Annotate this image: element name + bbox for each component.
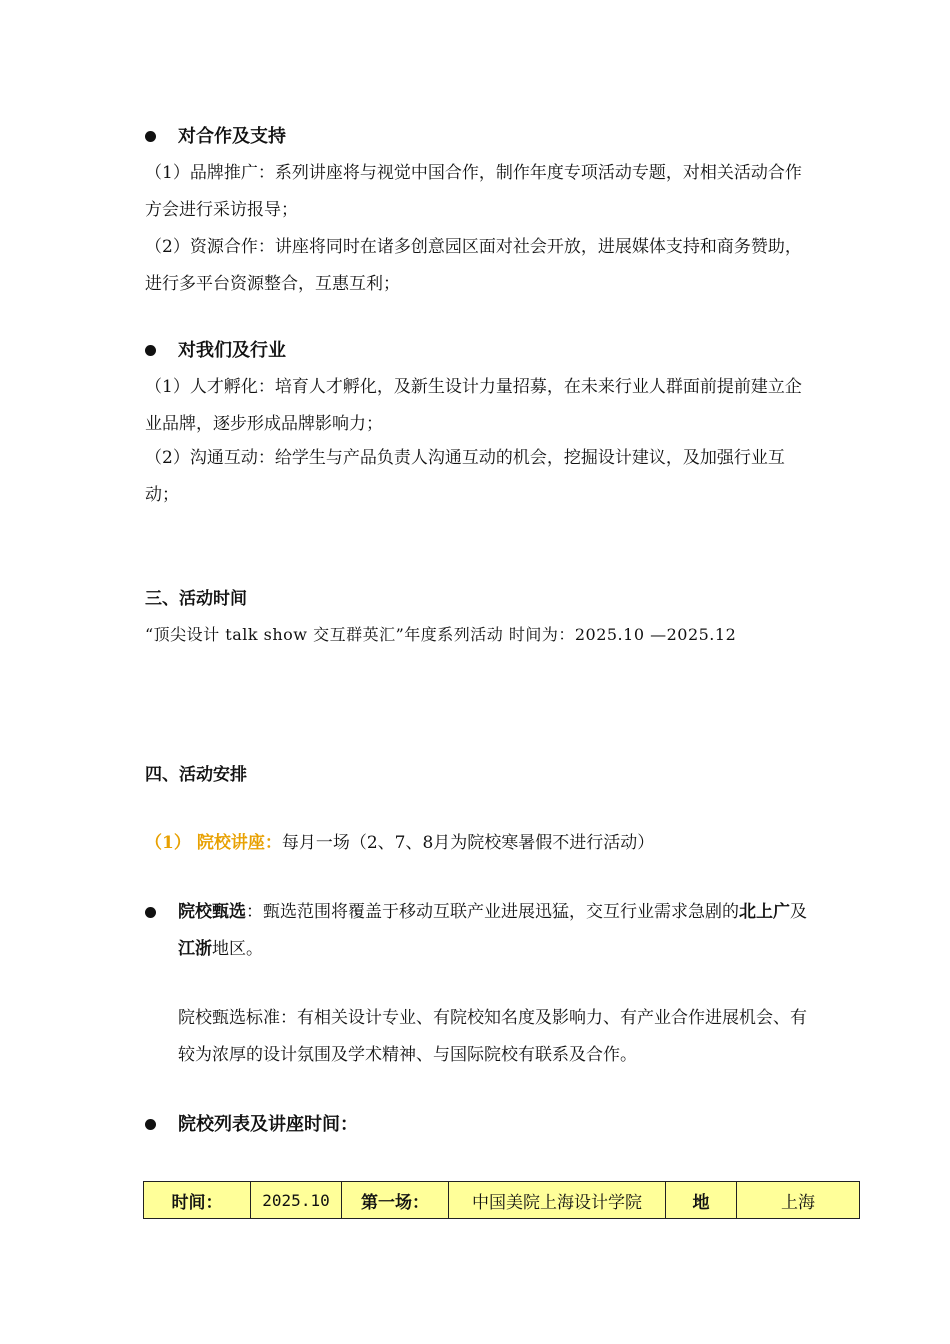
coop-bullet-heading: [145, 124, 286, 150]
select-para: [178, 894, 808, 968]
bullet-icon: [145, 1119, 156, 1130]
industry-para-2: （2）沟通互动：给学生与产品负责人沟通互动的机会，挖掘设计建议，及加强行业互动；: [145, 448, 785, 505]
industry-bullet-heading: [145, 338, 286, 364]
location-cell: 上海: [737, 1182, 860, 1219]
list-bullet-heading: [145, 1112, 358, 1138]
industry-title: 对我们及行业: [178, 340, 286, 361]
select-text: 甄选范围将覆盖于移动互联产业进展迅猛，交互行业需求急剧的: [263, 902, 739, 922]
select-mid: 及: [790, 902, 807, 922]
bullet-icon: [145, 345, 156, 356]
lecture-number: （1）: [145, 833, 191, 853]
lecture-line: [145, 825, 810, 862]
session-label-cell: 第一场：: [342, 1182, 449, 1219]
table-row: [144, 1182, 860, 1219]
lecture-text: 每月一场（2、7、8月为院校寒暑假不进行活动）: [281, 833, 655, 853]
coop-para-1: （1）品牌推广：系列讲座将与视觉中国合作，制作年度专项活动专题，对相关活动合作方会进行采访报导；: [145, 163, 802, 220]
section3-text: “顶尖设计 talk show 交互群英汇”年度系列活动 时间为：2025.10 —2025.12: [145, 625, 737, 644]
select-label: 院校甄选: [178, 902, 246, 922]
school-cell: 中国美院上海设计学院: [449, 1182, 666, 1219]
select-end: 地区。: [212, 939, 263, 959]
section3-heading: 三、活动时间: [145, 589, 247, 609]
list-title: 院校列表及讲座时间：: [178, 1114, 358, 1135]
criteria-para: 院校甄选标准：有相关设计专业、有院校知名度及影响力、有产业合作进展机会、有较为浓厚的设计氛围及学术精神、与国际院校有联系及合作。: [178, 1008, 807, 1065]
bullet-icon: [145, 907, 156, 918]
industry-para-1: （1）人才孵化：培育人才孵化，及新生设计力量招募，在未来行业人群面前提前建立企业品牌，逐步形成品牌影响力；: [145, 377, 802, 434]
lecture-label: 院校讲座：: [196, 833, 282, 853]
region-east: 江浙: [178, 939, 212, 959]
coop-para-2: （2）资源合作：讲座将同时在诸多创意园区面对社会开放，进展媒体支持和商务赞助，进行多平台资源整合，互惠互利；: [145, 237, 802, 294]
schedule-table: [143, 1181, 860, 1219]
location-label-cell: 地: [666, 1182, 737, 1219]
date-cell: 2025.10: [251, 1182, 342, 1219]
time-label-cell: 时间：: [144, 1182, 251, 1219]
select-bullet: [145, 900, 810, 974]
section4-heading: 四、活动安排: [145, 765, 247, 785]
select-sep: ：: [246, 902, 263, 922]
coop-title: 对合作及支持: [178, 126, 286, 147]
bullet-icon: [145, 131, 156, 142]
region-north: 北上广: [739, 902, 790, 922]
